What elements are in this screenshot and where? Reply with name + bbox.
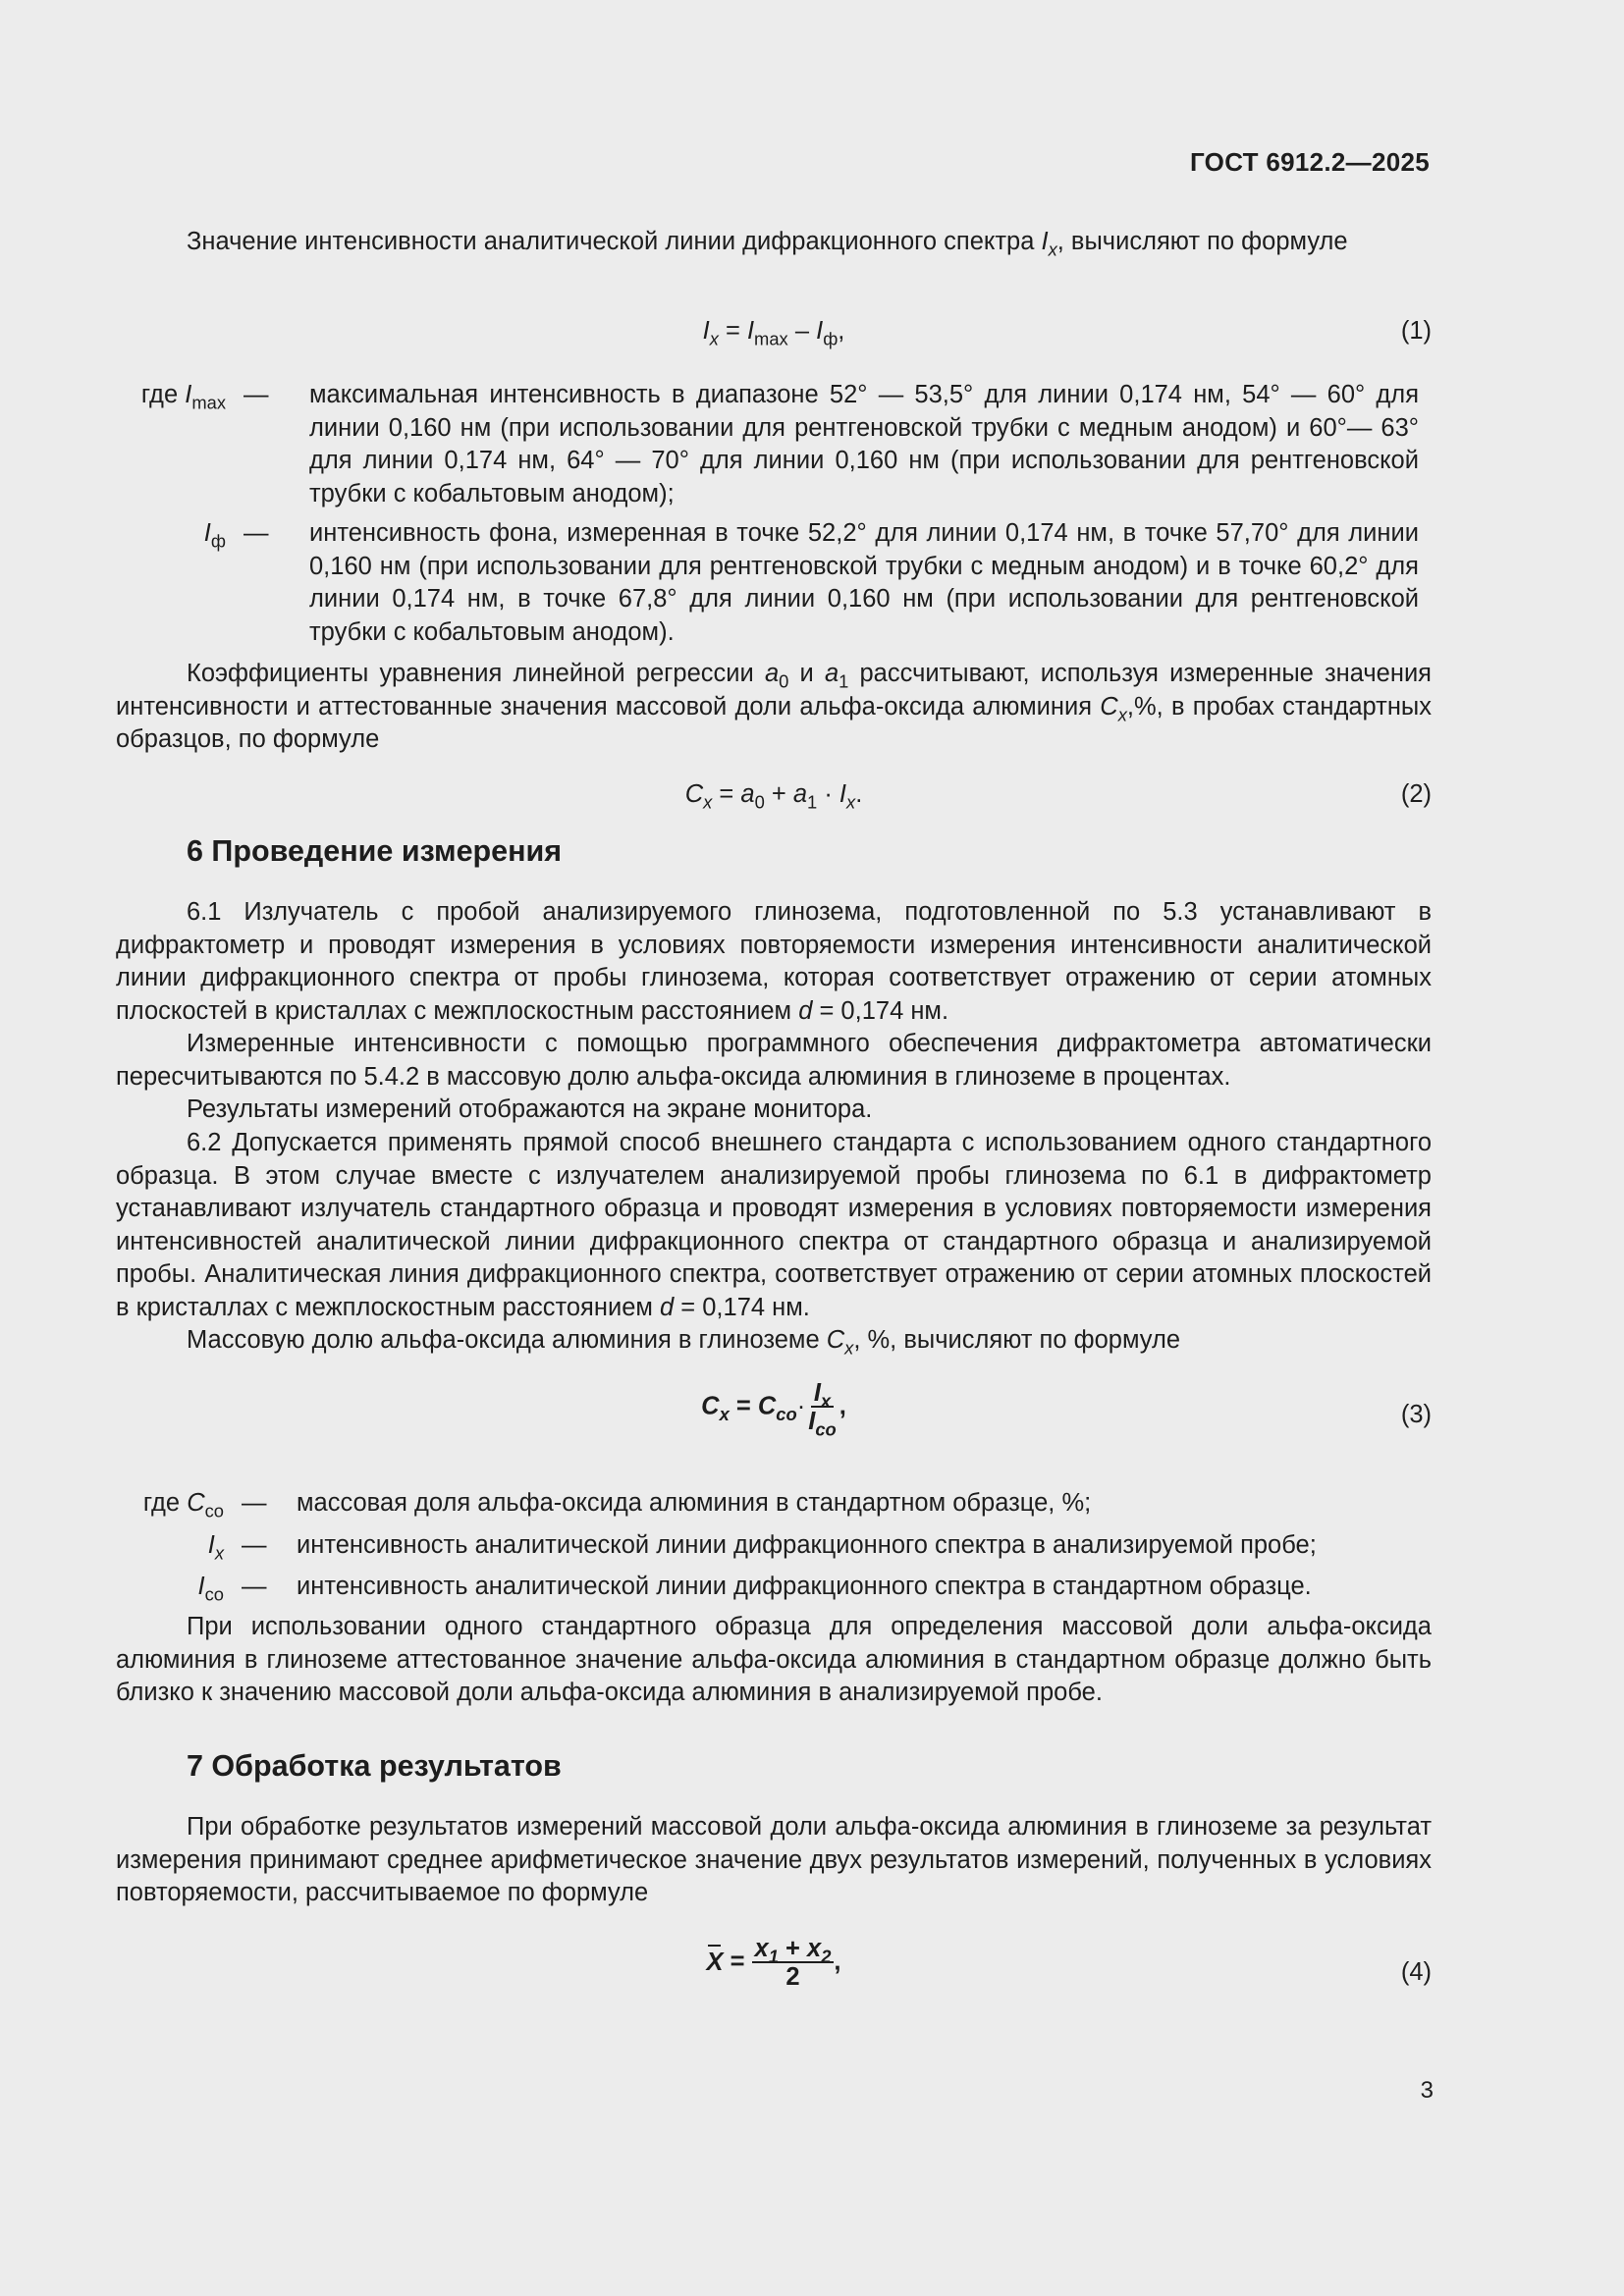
equation-number: (4) [1400, 1958, 1432, 1986]
equation-number: (2) [1400, 780, 1432, 808]
definition-imax: где $I_{max}$ — максимальная интенсивность в диапазоне 52° — 53,5° для линии 0,174 нм, 54° — 60° для линии 0,160 нм (при использовании для рентгеновской трубки с медным анодом) и 60°— 63° для линии 0,174 нм, 64° — 70° для линии 0,160 нм (при использовании для рентгеновской трубки с кобальтовым анодом); [140, 381, 1419, 507]
mean-x-symbol: X [706, 1946, 723, 1979]
clause-6-1: 6.1 Излучатель с пробой анализируемого глинозема, подготовленной по 5.3 устанавливают в дифрактометр и проводят измерения в условиях повторяемости измерения интенсивности аналитической линии дифракционного спектра от пробы глинозема, которая соответствует отражению от серии атомных плоскостей в кристаллах с межплоскостным расстоянием d = 0,174 нм. [116, 898, 1432, 1025]
fraction: $\frac{x_1 + x_2}{2}$ [752, 1936, 835, 1991]
equation-number: (3) [1400, 1401, 1432, 1428]
equation-4 [116, 1936, 1432, 2004]
definition-if: $I_ф$ — интенсивность фона, измеренная в точке 52,2° для линии 0,174 нм, в точке 57,70° для линии 0,160 нм (при использовании для рентгеновской трубки с медным анодом) и в точке 60,2° для линии 0,174 нм, в точке 67,8° для линии 0,160 нм (при использовании для рентгеновской трубки с кобальтовым анодом). [203, 519, 1419, 646]
processing-paragraph: При обработке результатов измерений массовой доли альфа-оксида алюминия в глиноземе за результат измерения принимают среднее арифметическое значение двух результатов измерений, полученных в условиях повторяемости, рассчитываемое по формуле [116, 1813, 1432, 1907]
formula-4: X = $\frac{x_1 + x_2}{2}$ , [706, 1935, 841, 1991]
clause-6-2: 6.2 Допускается применять прямой способ внешнего стандарта с использованием одного стандартного образца. В этом случае вместе с излучателем анализируемой пробы глинозема по 6.1 в дифрактометр устанавливают излучатель стандартного образца и проводят измерения в условиях повторяемости измерения интенсивностей аналитической линии дифракционного спектра от стандартного образца и анализируемой пробы. Аналитическая линия дифракционного спектра, соответствует отражению от серии атомных плоскостей в кристаллах с межплоскостным расстоянием d = 0,174 нм. [116, 1129, 1432, 1321]
formula-1: $I_x = I_{max} - I_ф$, [702, 317, 845, 349]
equation-3 [116, 1380, 1432, 1449]
section-heading-7: 7 Обработка результатов [187, 1749, 562, 1783]
page-number: 3 [1420, 2077, 1434, 2104]
formula-3: $C_x = C_{co}\cdot$ $\frac{I_x}{I_{co}}$ , [701, 1379, 846, 1440]
recalc-paragraph: Измеренные интенсивности с помощью программного обеспечения дифрактометра автоматически пересчитываются по 5.4.2 в массовую долю альфа-оксида алюминия в глиноземе в процентах. [116, 1030, 1432, 1091]
equation-number: (1) [1400, 317, 1432, 345]
fraction: $\frac{I_x}{I_{co}}$ [808, 1379, 837, 1440]
standard-header: ГОСТ 6912.2—2025 [1189, 147, 1430, 177]
single-standard-paragraph: При использовании одного стандартного образца для определения массовой доли альфа-оксида алюминия в глиноземе аттестованное значение альфа-оксида алюминия в стандартном образце должно быть близко к значению массовой доли альфа-оксида алюминия в анализируемой пробе. [116, 1613, 1432, 1707]
formula-2: $C_x = a_0 + a_1 \cdot I_x$. [684, 780, 863, 813]
definition-ico: $I_{co}$ — интенсивность аналитической линии дифракционного спектра в стандартном образце. [197, 1573, 1312, 1605]
regression-paragraph: Коэффициенты уравнения линейной регрессии $a_0$ и $a_1$ рассчитывают, используя измеренные значения интенсивности и аттестованные значения массовой доли альфа-оксида алюминия $C_x,\%$, в пробах стандартных образцов, по формуле [116, 660, 1432, 754]
mass-fraction-paragraph: Массовую долю альфа-оксида алюминия в глиноземе $C_x$, %, вычисляют по формуле [187, 1326, 1181, 1359]
intro-paragraph: Значение интенсивности аналитической линии дифракционного спектра $I_x$, вычисляют по формуле [187, 228, 1348, 260]
definition-cco: где $C_{co}$ — массовая доля альфа-оксида алюминия в стандартном образце, %; [142, 1489, 1092, 1522]
definition-ix: $I_x$ — интенсивность аналитической линии дифракционного спектра в анализируемой пробе; [207, 1531, 1317, 1564]
results-display-paragraph: Результаты измерений отображаются на экране монитора. [187, 1095, 873, 1123]
section-heading-6: 6 Проведение измерения [187, 834, 563, 868]
